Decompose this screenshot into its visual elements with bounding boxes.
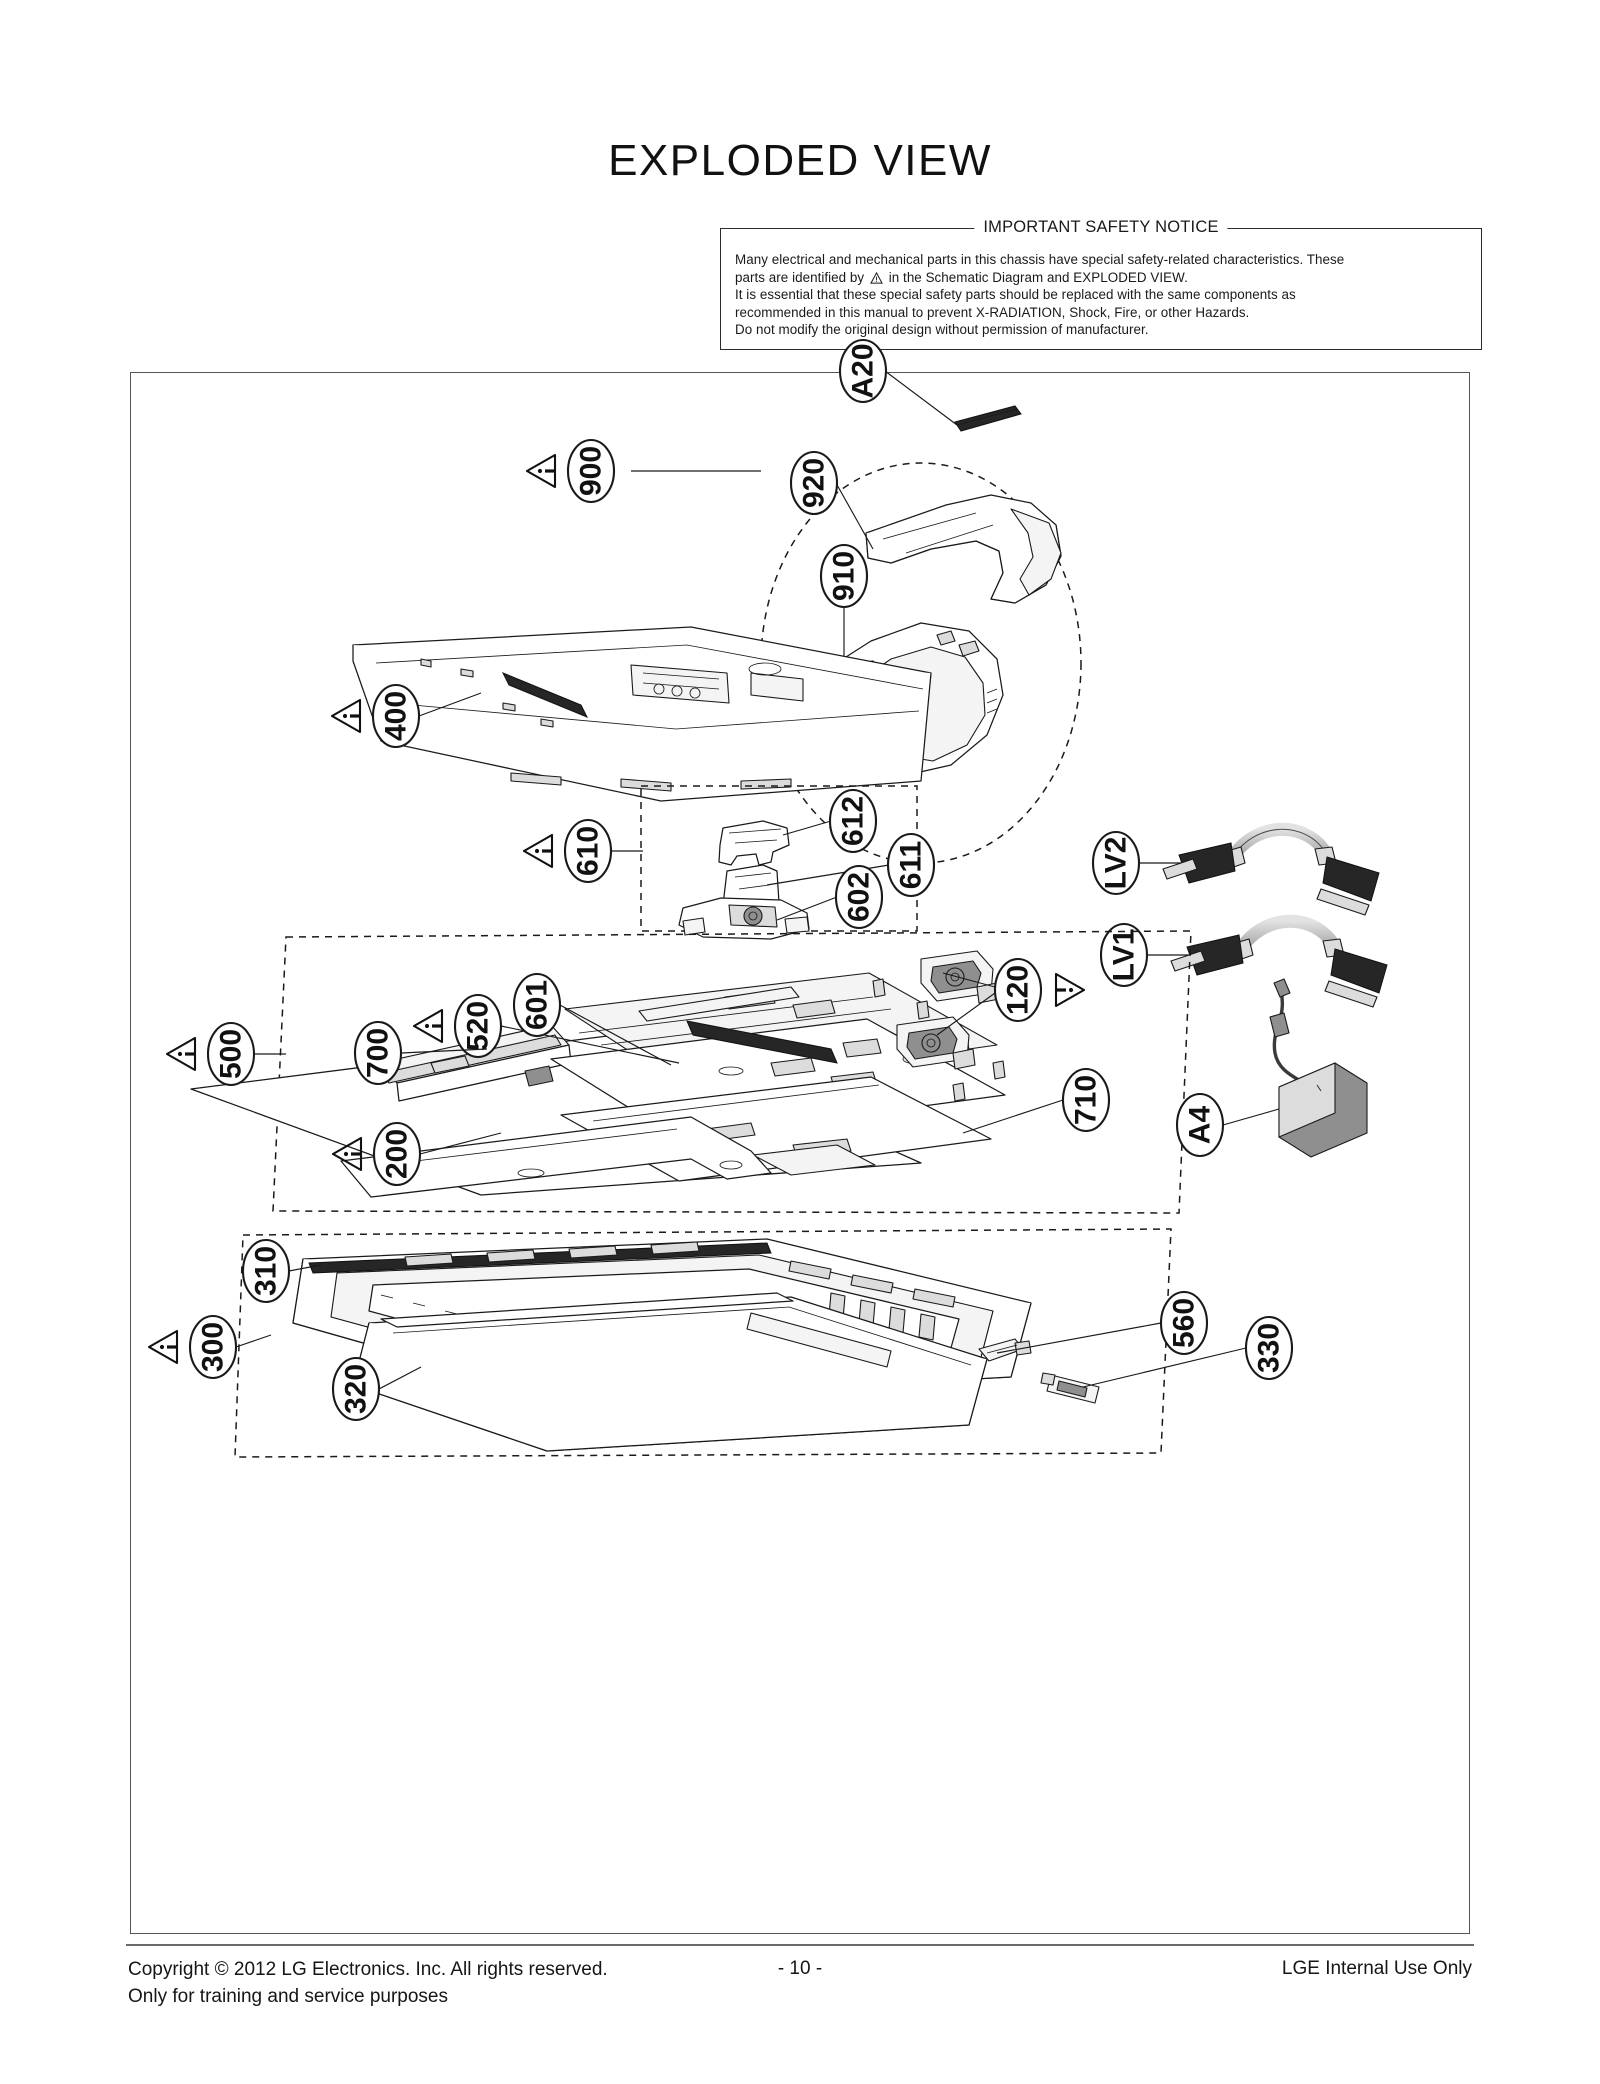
safety-notice-line-2a: parts are identified by: [735, 269, 865, 285]
callout-500: [167, 1023, 286, 1085]
footer-copyright-line-1: Copyright © 2012 LG Electronics. Inc. All rights reserved.: [128, 1959, 608, 1980]
callout-500-label: 500: [214, 1028, 248, 1080]
safety-notice-title: IMPORTANT SAFETY NOTICE: [974, 218, 1227, 237]
safety-notice-line-5: Do not modify the original design without permission of manufacturer.: [735, 322, 1149, 337]
callout-920-label: 920: [797, 457, 831, 509]
important-safety-notice-box: [720, 218, 1482, 350]
part-lv2-lvds-cable: [1163, 829, 1379, 915]
part-group-hinge-bracket: [524, 786, 934, 939]
warning-triangle-icon: [149, 1331, 177, 1363]
footer-divider: [126, 1944, 1474, 1946]
callout-920: [791, 452, 873, 549]
part-group-back-cover: [332, 627, 931, 801]
callout-710: [963, 1069, 1109, 1133]
part-a20-decoration-strip: [955, 406, 1021, 431]
callout-900: [527, 440, 761, 502]
part-group-panel-assembly: [149, 1229, 1292, 1457]
callout-120-label: 120: [1001, 964, 1035, 1016]
warning-triangle-icon: [870, 271, 883, 283]
callout-300-label: 300: [196, 1321, 230, 1373]
part-920-stand-upper: [866, 495, 1061, 603]
part-group-power-adapter: [1177, 979, 1367, 1157]
callout-612-label: 612: [836, 795, 870, 847]
callout-320-label: 320: [339, 1363, 373, 1415]
callout-700-label: 700: [361, 1027, 395, 1079]
callout-900-label: 900: [574, 445, 608, 497]
callout-200-label: 200: [380, 1128, 414, 1180]
callout-lv1: [1101, 924, 1189, 986]
callout-560-label: 560: [1167, 1297, 1201, 1349]
callout-lv2: [1093, 832, 1181, 894]
callout-lv1-label: LV1: [1107, 928, 1141, 982]
warning-triangle-icon: [167, 1038, 195, 1070]
warning-triangle-icon: [414, 1010, 442, 1042]
warning-triangle-icon: [524, 835, 552, 867]
part-group-main-assembly: [167, 928, 1191, 1213]
callout-602-label: 602: [842, 871, 876, 923]
callout-a4: [1177, 1094, 1279, 1156]
callout-710-label: 710: [1069, 1074, 1103, 1126]
part-group-lvds-cables: [1093, 829, 1387, 1007]
safety-notice-line-4: recommended in this manual to prevent X-RADIATION, Shock, Fire, or other Hazards.: [735, 304, 1250, 320]
part-330-module: [1041, 1373, 1099, 1403]
footer-internal-use-label: LGE Internal Use Only: [1281, 1958, 1472, 1979]
exploded-view-drawing-frame: [130, 343, 1470, 1934]
page-title: EXPLODED VIEW: [608, 136, 992, 185]
callout-611-label: 611: [894, 840, 928, 890]
callout-612: [783, 790, 876, 852]
footer-copyright-line-2: Only for training and service purposes: [128, 1986, 448, 2007]
callout-310-label: 310: [249, 1245, 283, 1297]
warning-triangle-icon: [1056, 974, 1084, 1006]
warning-triangle-icon: [527, 455, 555, 487]
callout-300: [149, 1316, 271, 1378]
part-611-602-bracket: [679, 865, 809, 939]
footer-page-number: - 10 -: [777, 1958, 823, 1979]
callout-lv2-label: LV2: [1099, 836, 1133, 890]
safety-notice-line-3: It is essential that these special safety parts should be replaced with the same components as: [735, 287, 1296, 302]
callout-330-label: 330: [1252, 1322, 1286, 1374]
safety-notice-line-1: Many electrical and mechanical parts in this chassis have special safety-related characteristics. These: [735, 252, 1345, 267]
exploded-view-illustration: [131, 343, 1471, 1935]
callout-a20-label: A20: [846, 343, 880, 399]
safety-notice-line-2b: in the Schematic Diagram and EXPLODED VIEW.: [888, 269, 1188, 285]
warning-triangle-icon: [332, 700, 360, 732]
callout-a20: [840, 340, 957, 425]
callout-400-label: 400: [379, 690, 413, 742]
callout-601-label: 601: [520, 979, 554, 1031]
callout-520-label: 520: [461, 1000, 495, 1052]
callout-610: [524, 820, 643, 882]
safety-notice-line-2: [735, 269, 1467, 287]
part-120-module-lower: [897, 1017, 975, 1069]
part-612-bracket-cap: [719, 821, 789, 865]
callout-610-label: 610: [571, 825, 605, 877]
callout-910-label: 910: [827, 550, 861, 602]
callout-a4-label: A4: [1183, 1105, 1217, 1145]
